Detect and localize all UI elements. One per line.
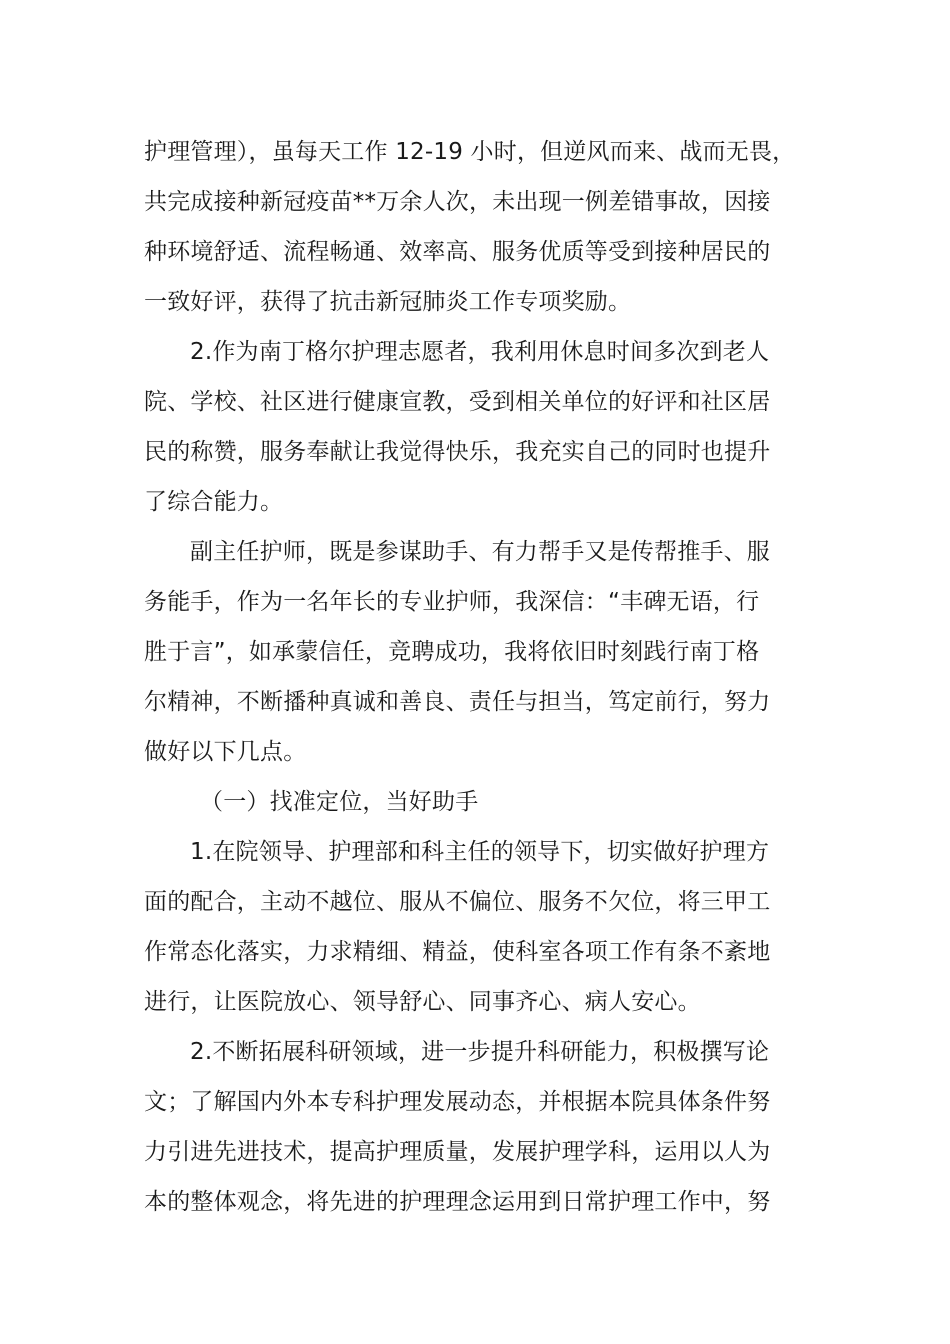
text-line: 护理管理），虽每天工作 12-19 小时，但逆风而来、战而无畏， xyxy=(144,139,796,165)
text-line: 本的整体观念，将先进的护理理念运用到日常护理工作中，努 xyxy=(144,1189,771,1215)
text-line: 共完成接种新冠疫苗**万余人次，未出现一例差错事故，因接 xyxy=(144,189,771,215)
text-line: 进行，让医院放心、领导舒心、同事齐心、病人安心。 xyxy=(144,989,701,1015)
text-line: 副主任护师，既是参谋助手、有力帮手又是传帮推手、服 xyxy=(190,539,770,565)
text-line: 一致好评，获得了抗击新冠肺炎工作专项奖励。 xyxy=(144,289,632,315)
text-line: 力引进先进技术，提高护理质量，发展护理学科，运用以人为 xyxy=(144,1139,771,1165)
text-line: 尔精神，不断播种真诚和善良、责任与担当，笃定前行，努力 xyxy=(144,689,771,715)
text-line: 面的配合，主动不越位、服从不偏位、服务不欠位，将三甲工 xyxy=(144,889,771,915)
text-line: 做好以下几点。 xyxy=(144,739,307,765)
document-body xyxy=(144,127,808,1227)
text-line: 1.在院领导、护理部和科主任的领导下，切实做好护理方 xyxy=(190,839,770,865)
text-line: 2.不断拓展科研领域，进一步提升科研能力，积极撰写论 xyxy=(190,1039,770,1065)
text-line: 作常态化落实，力求精细、精益，使科室各项工作有条不紊地 xyxy=(144,939,771,965)
text-line: 院、学校、社区进行健康宣教，受到相关单位的好评和社区居 xyxy=(144,389,771,415)
text-line: 种环境舒适、流程畅通、效率高、服务优质等受到接种居民的 xyxy=(144,239,771,265)
text-line: 胜于言”，如承蒙信任，竞聘成功，我将依旧时刻践行南丁格 xyxy=(144,639,760,665)
text-line: 了综合能力。 xyxy=(144,489,284,515)
text-line: （一）找准定位，当好助手 xyxy=(200,789,479,815)
text-line: 2.作为南丁格尔护理志愿者，我利用休息时间多次到老人 xyxy=(190,339,770,365)
text-line: 文；了解国内外本专科护理发展动态，并根据本院具体条件努 xyxy=(144,1089,771,1115)
text-line: 务能手，作为一名年长的专业护师，我深信：“丰碑无语，行 xyxy=(144,589,760,615)
text-line: 民的称赞，服务奉献让我觉得快乐，我充实自己的同时也提升 xyxy=(144,439,771,465)
